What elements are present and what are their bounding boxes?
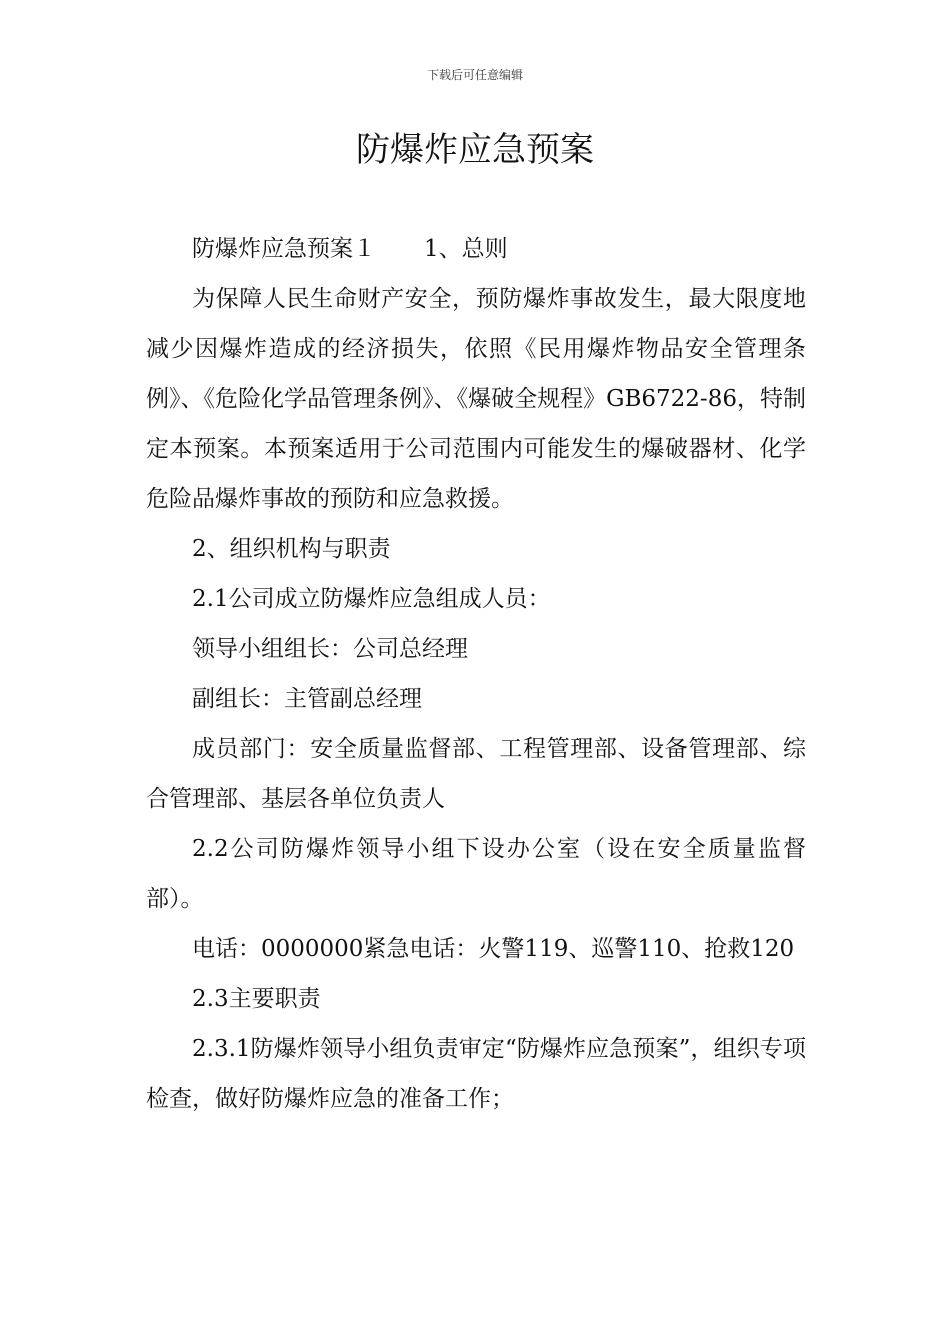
section-heading-duties: 2.3主要职责 <box>192 986 321 1012</box>
section-heading-organization: 2、组织机构与职责 <box>192 536 391 562</box>
paragraph-2-2: 2.2公司防爆炸领导小组下设办公室（设在安全质量监督部）。 <box>146 836 806 912</box>
section-heading-general: 1、总则 <box>424 236 508 262</box>
header-note: 下载后可任意编辑 <box>426 68 523 82</box>
paragraph-members: 成员部门：安全质量监督部、工程管理部、设备管理部、综合管理部、基层各单位负责人 <box>146 736 806 812</box>
document-body <box>146 224 806 1124</box>
paragraph-leader: 领导小组组长：公司总经理 <box>192 636 468 662</box>
paragraph-purpose: 为保障人民生命财产安全，预防爆炸事故发生，最大限度地减少因爆炸造成的经济损失，依照《民用爆炸物品安全管理条例》、《危险化学品管理条例》、《爆破全规程》GB6722-86，特制定本预案。本预案适用于公司范围内可能发生的爆破器材、化学危险品爆炸事故的预防和应急救援。 <box>146 286 806 512</box>
paragraph-phone: 电话：0000000紧急电话：火警119、巡警110、抢救120 <box>192 936 795 962</box>
document-title: 防爆炸应急预案 <box>356 130 594 170</box>
plan-subtitle: 防爆炸应急预案１ <box>192 236 376 262</box>
paragraph-2-3-1: 2.3.1防爆炸领导小组负责审定“防爆炸应急预案”，组织专项检查，做好防爆炸应急的准备工作； <box>146 1036 806 1112</box>
paragraph-deputy: 副组长：主管副总经理 <box>192 686 422 712</box>
paragraph-2-1: 2.1公司成立防爆炸应急组成人员： <box>192 586 551 612</box>
paragraph-heading-general <box>146 224 806 274</box>
